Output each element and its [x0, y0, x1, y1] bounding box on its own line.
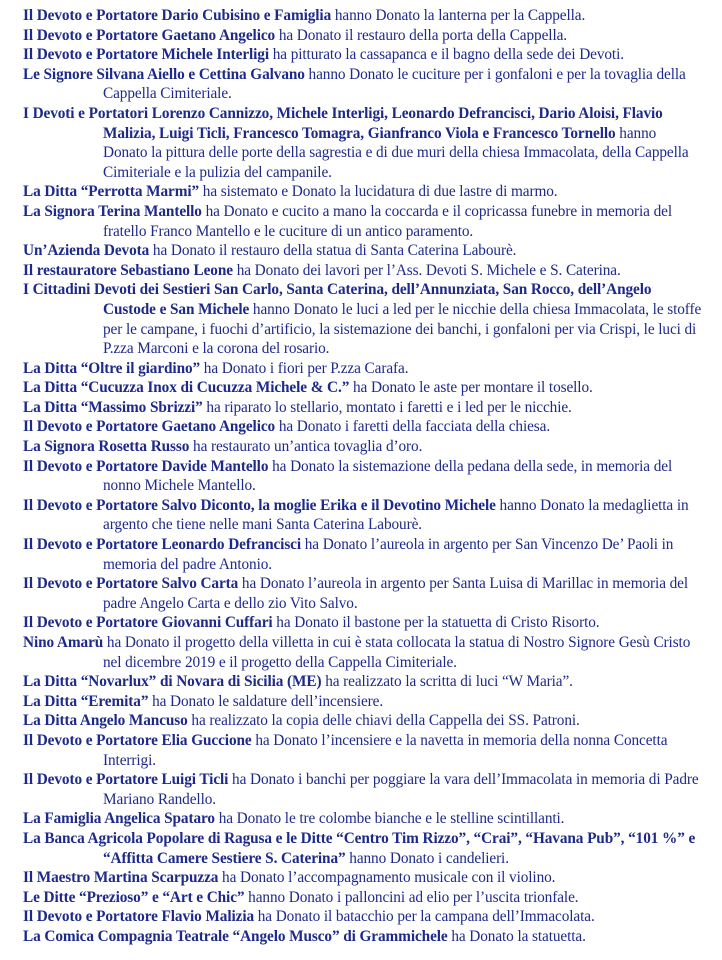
donor-name: La Banca Agricola Popolare di Ragusa e le Ditte “Centro Tim Rizzo”, “Crai”, “Havana Pub”, “101 %” e “Affitta Camere Sestiere S. Caterina” — [23, 829, 696, 867]
list-item — [23, 809, 702, 829]
donor-name: Un’Azienda Devota — [23, 242, 150, 260]
donation-description: hanno Donato la lanterna per la Cappella. — [331, 7, 586, 24]
donation-description: ha Donato i faretti della facciata della chiesa. — [275, 418, 551, 436]
list-item — [23, 633, 702, 672]
list-item — [23, 692, 702, 712]
donor-name: Il Devoto e Portatore Salvo Carta — [23, 575, 239, 593]
donation-description: hanno Donato la pittura delle porte della sagrestia e di due muri della chiesa Immacolata, della Cappella Cimiteriale e la pulizia del campanile. — [103, 124, 689, 181]
donation-description: hanno Donato i palloncini ad elio per l’uscita trionfale. — [244, 888, 579, 906]
donor-name: Il Devoto e Portatore Giovanni Cuffari — [23, 614, 273, 632]
list-item — [23, 437, 702, 457]
list-item — [23, 261, 702, 281]
donation-description: ha Donato la statuetta. — [447, 927, 586, 945]
donation-description: ha Donato i fiori per P.zza Carafa. — [200, 359, 409, 377]
list-item — [23, 65, 702, 104]
donor-name: Le Ditte “Prezioso” e “Art e Chic” — [23, 888, 245, 906]
donation-description: ha Donato l’accompagnamento musicale con il violino. — [218, 869, 556, 887]
list-item — [23, 927, 702, 947]
donation-description: ha Donato l’aureola in argento per Santa Luisa di Marillac in memoria del padre Angelo Carta e dello zio Vito Salvo. — [103, 575, 688, 612]
list-item — [23, 6, 702, 26]
donation-description: hanno Donato le cuciture per i gonfaloni e per la tovaglia della Cappella Cimiteriale. — [103, 65, 686, 103]
list-item — [23, 829, 702, 868]
donation-description: hanno Donato i candelieri. — [345, 849, 509, 867]
donor-name: Il Devoto e Portatore Dario Cubisino e Famiglia — [23, 7, 332, 24]
donation-description: ha Donato dei lavori per l’Ass. Devoti S. Michele e S. Caterina. — [232, 261, 621, 279]
donor-name: Il Devoto e Portatore Elia Guccione — [23, 731, 252, 749]
donor-name: La Ditta “Oltre il giardino” — [23, 359, 201, 377]
list-item — [23, 888, 702, 908]
donor-name: Il Devoto e Portatore Gaetano Angelico — [23, 26, 276, 44]
donation-description: ha Donato le tre colombe bianche e le stelline scintillanti. — [214, 810, 565, 828]
list-item — [23, 45, 702, 65]
donation-description: ha Donato il batacchio per la campana dell’Immacolata. — [254, 908, 595, 926]
donation-description: hanno Donato la medaglietta in argento che tiene nelle mani Santa Caterina Labourè. — [103, 496, 689, 534]
donation-description: ha Donato le aste per montare il tosello. — [349, 379, 593, 397]
donor-name: La Famiglia Angelica Spataro — [23, 810, 215, 828]
donation-description: ha Donato il restauro della porta della Cappella. — [275, 26, 568, 44]
donor-name: Le Signore Silvana Aiello e Cettina Galvano — [23, 65, 305, 83]
donor-name: La Comica Compagnia Teatrale “Angelo Musco” di Grammichele — [23, 927, 448, 945]
list-item — [23, 868, 702, 888]
donor-name: La Ditta “Massimo Sbrizzi” — [23, 398, 203, 416]
list-item — [23, 770, 702, 809]
donation-description: ha riparato lo stellario, montato i faretti e i led per le nicchie. — [202, 398, 572, 416]
list-item — [23, 241, 702, 261]
list-item — [23, 711, 702, 731]
donor-name: Il Devoto e Portatore Salvo Diconto, la moglie Erika e il Devotino Michele — [23, 496, 496, 514]
list-item — [23, 359, 702, 379]
list-item — [23, 496, 702, 535]
donor-name: Nino Amarù — [23, 634, 104, 651]
donation-description: ha Donato e cucito a mano la coccarda e il copricassa funebre in memoria del fratello Franco Mantello e le cuciture di un antico paramento. — [103, 202, 672, 240]
list-item — [23, 672, 702, 692]
donation-description: ha realizzato la scritta di luci “W Maria”. — [321, 673, 573, 691]
list-item — [23, 202, 702, 241]
list-item — [23, 378, 702, 398]
list-item — [23, 26, 702, 46]
donor-name: Il Devoto e Portatore Leonardo Defrancisci — [23, 536, 302, 554]
donation-description: ha Donato l’incensiere e la navetta in memoria della nonna Concetta Interrigi. — [103, 731, 668, 769]
donation-description: ha restaurato un’antica tovaglia d’oro. — [189, 438, 423, 456]
donation-description: ha Donato il restauro della statua di Santa Caterina Labourè. — [149, 242, 517, 260]
donor-name: Il Devoto e Portatore Michele Interligi — [23, 46, 270, 64]
donation-description: ha Donato la sistemazione della pedana della sede, in memoria del nonno Michele Mantello. — [103, 457, 673, 495]
donation-description: ha Donato il bastone per la statuetta di Cristo Risorto. — [272, 614, 600, 632]
list-item — [23, 417, 702, 437]
donation-description: hanno Donato le luci a led per le nicchie della chiesa Immacolata, le stoffe per le campane, i fuochi d’artificio, la sistemazione dei banchi, i gonfaloni per via Crispi, le luci di P.zza Marconi e la corona del rosario. — [103, 300, 702, 358]
list-item — [23, 280, 702, 358]
list-item — [23, 398, 702, 418]
list-item — [23, 457, 702, 496]
donor-name: La Signora Rosetta Russo — [23, 438, 190, 456]
list-item — [23, 535, 702, 574]
donor-name: La Ditta “Eremita” — [23, 692, 149, 710]
list-item — [23, 731, 702, 770]
donor-name: La Ditta “Perrotta Marmi” — [23, 183, 200, 201]
donor-name: Il Devoto e Portatore Davide Mantello — [23, 457, 269, 475]
list-item — [23, 182, 702, 202]
list-item — [23, 613, 702, 633]
donor-name: La Signora Terina Mantello — [23, 202, 202, 220]
donation-description: ha Donato l’aureola in argento per San Vincenzo De’ Paoli in memoria del padre Antonio. — [103, 536, 674, 573]
donor-name: Il restauratore Sebastiano Leone — [23, 261, 233, 279]
donation-description: ha sistemato e Donato la lucidatura di due lastre di marmo. — [199, 183, 558, 201]
donor-name: I Cittadini Devoti dei Sestieri San Carlo, Santa Caterina, dell’Annunziata, San Rocco, dell’Angelo Custode e San Michele — [23, 281, 652, 318]
donor-name: Il Devoto e Portatore Flavio Malizia — [23, 908, 255, 926]
donations-list — [0, 6, 722, 947]
donor-name: La Ditta “Cucuzza Inox di Cucuzza Michele & C.” — [23, 379, 350, 397]
donor-name: I Devoti e Portatori Lorenzo Cannizzo, Michele Interligi, Leonardo Defrancisci, Dario Aloisi, Flavio Malizia, Luigi Ticli, Francesco Tomagra, Gianfranco Viola e Francesco Tornello — [23, 104, 663, 142]
donation-description: ha Donato le saldature dell’incensiere. — [148, 692, 384, 710]
donation-description: ha Donato il progetto della villetta in cui è stata collocata la statua di Nostro Signore Gesù Cristo nel dicembre 2019 e il progetto della Cappella Cimiteriale. — [103, 634, 691, 671]
donation-description: ha pitturato la cassapanca e il bagno della sede dei Devoti. — [269, 46, 624, 64]
donor-name: Il Devoto e Portatore Gaetano Angelico — [23, 418, 276, 436]
donor-name: La Ditta Angelo Mancuso — [23, 712, 188, 730]
donor-name: La Ditta “Novarlux” di Novara di Sicilia (ME) — [23, 673, 322, 691]
donation-description: ha realizzato la copia delle chiavi della Cappella dei SS. Patroni. — [187, 712, 580, 730]
donor-name: Il Maestro Martina Scarpuzza — [23, 869, 219, 887]
donor-name: Il Devoto e Portatore Luigi Ticli — [23, 771, 229, 789]
list-item — [23, 907, 702, 927]
list-item — [23, 574, 702, 613]
donation-description: ha Donato i banchi per poggiare la vara dell’Immacolata in memoria di Padre Mariano Randello. — [103, 771, 699, 808]
list-item — [23, 104, 702, 182]
